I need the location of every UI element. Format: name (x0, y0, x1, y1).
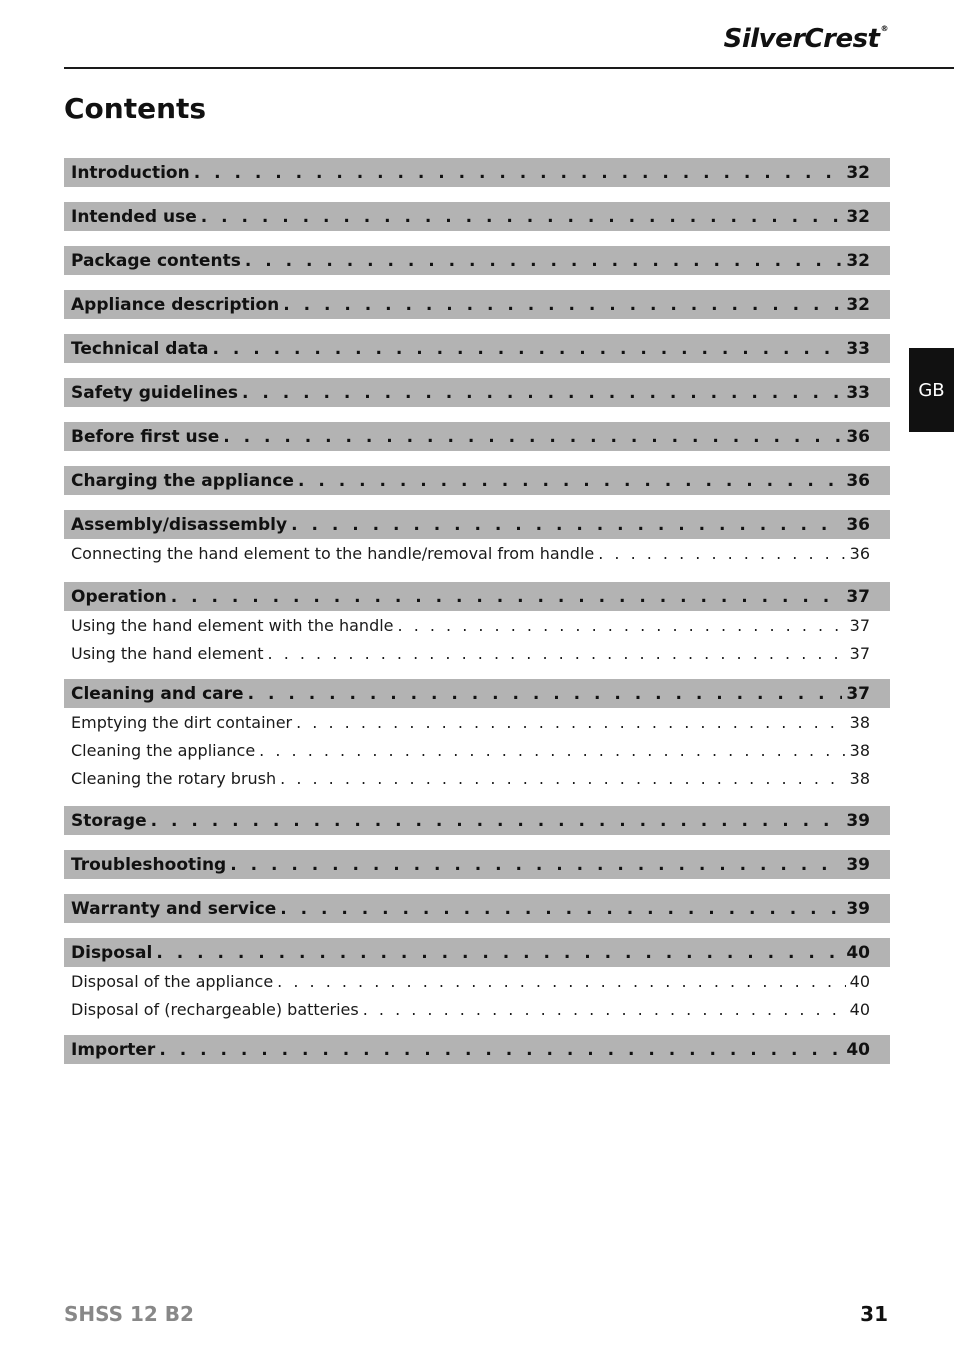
toc-section-intended-use[interactable] (64, 202, 890, 231)
toc-section-technical-data[interactable] (64, 334, 890, 363)
toc-section-operation[interactable] (64, 582, 890, 611)
toc-leader (159, 1040, 842, 1060)
toc-leader (230, 855, 842, 875)
toc-label: Troubleshooting (71, 854, 227, 875)
toc-leader (171, 587, 843, 607)
toc-page: 40 (846, 1039, 870, 1060)
toc-page: 40 (849, 971, 870, 991)
toc-leader (296, 713, 846, 732)
toc-page: 32 (846, 250, 870, 271)
toc-label: Using the hand element (71, 643, 264, 663)
page-title: Contents (64, 92, 207, 125)
toc-sub-using-hand-element[interactable] (64, 639, 890, 667)
toc-section-assembly[interactable] (64, 510, 890, 539)
toc-leader (280, 899, 842, 919)
registered-mark: ® (880, 24, 888, 33)
toc-label: Safety guidelines (71, 382, 238, 403)
toc-page: 37 (849, 643, 870, 663)
toc-leader (248, 684, 843, 704)
toc-leader (259, 741, 845, 760)
toc-page: 33 (846, 382, 870, 403)
toc-page: 32 (846, 162, 870, 183)
toc-section-safety-guidelines[interactable] (64, 378, 890, 407)
toc-label: Before first use (71, 426, 220, 447)
toc-label: Cleaning the rotary brush (71, 768, 277, 788)
toc-leader (298, 471, 842, 491)
toc-leader (223, 427, 842, 447)
brand-logo (724, 24, 888, 54)
toc-section-appliance-description[interactable] (64, 290, 890, 319)
toc-page: 40 (849, 999, 870, 1019)
toc-page: 36 (846, 470, 870, 491)
toc-leader (398, 616, 846, 635)
toc-page: 38 (849, 712, 870, 732)
toc-section-storage[interactable] (64, 806, 890, 835)
toc-sub-emptying-dirt-container[interactable] (64, 708, 890, 736)
toc-leader (291, 515, 842, 535)
toc-label: Charging the appliance (71, 470, 294, 491)
toc-section-introduction[interactable] (64, 158, 890, 187)
toc-leader (363, 1000, 846, 1019)
toc-page: 36 (846, 426, 870, 447)
toc-label: Connecting the hand element to the handle/removal from handle (71, 543, 595, 563)
toc-label: Introduction (71, 162, 190, 183)
toc-leader (598, 544, 845, 563)
toc-label: Operation (71, 586, 167, 607)
toc-page: 37 (846, 683, 870, 704)
toc-label: Cleaning and care (71, 683, 244, 704)
toc-page: 37 (846, 586, 870, 607)
toc-page: 37 (849, 615, 870, 635)
toc-label: Emptying the dirt container (71, 712, 293, 732)
toc-label: Disposal of the appliance (71, 971, 274, 991)
toc-label: Disposal (71, 942, 153, 963)
toc-section-before-first-use[interactable] (64, 422, 890, 451)
toc-leader (194, 163, 843, 183)
toc-label: Technical data (71, 338, 209, 359)
toc-page: 38 (849, 768, 870, 788)
toc-page: 39 (846, 898, 870, 919)
toc-section-charging[interactable] (64, 466, 890, 495)
toc-section-troubleshooting[interactable] (64, 850, 890, 879)
toc-section-warranty[interactable] (64, 894, 890, 923)
toc-leader (283, 295, 842, 315)
toc-leader (201, 207, 843, 227)
toc-label: Cleaning the appliance (71, 740, 256, 760)
table-of-contents (64, 158, 890, 1064)
toc-section-package-contents[interactable] (64, 246, 890, 275)
toc-sub-cleaning-rotary-brush[interactable] (64, 764, 890, 792)
toc-sub-cleaning-appliance[interactable] (64, 736, 890, 764)
toc-section-importer[interactable] (64, 1035, 890, 1064)
toc-page: 33 (846, 338, 870, 359)
toc-leader (156, 943, 842, 963)
toc-page: 32 (846, 294, 870, 315)
toc-page: 36 (846, 514, 870, 535)
toc-leader (151, 811, 843, 831)
brand-logo-text: SilverCrest (723, 24, 880, 54)
header-rule (64, 67, 954, 69)
toc-sub-connecting-hand-element[interactable] (64, 539, 890, 567)
toc-label: Package contents (71, 250, 241, 271)
toc-section-cleaning-and-care[interactable] (64, 679, 890, 708)
toc-page: 32 (846, 206, 870, 227)
toc-sub-using-with-handle[interactable] (64, 611, 890, 639)
toc-label: Importer (71, 1039, 156, 1060)
toc-leader (245, 251, 843, 271)
toc-section-disposal[interactable] (64, 938, 890, 967)
toc-label: Assembly/disassembly (71, 514, 288, 535)
toc-leader (280, 769, 845, 788)
toc-page: 40 (846, 942, 870, 963)
toc-label: Using the hand element with the handle (71, 615, 394, 635)
toc-label: Storage (71, 810, 147, 831)
footer-model: SHSS 12 B2 (64, 1302, 194, 1326)
toc-leader (268, 644, 846, 663)
toc-page: 36 (849, 543, 870, 563)
footer-page-number: 31 (860, 1302, 888, 1326)
toc-leader (213, 339, 843, 359)
toc-leader (277, 972, 845, 991)
toc-sub-disposal-appliance[interactable] (64, 967, 890, 995)
toc-label: Warranty and service (71, 898, 277, 919)
toc-label: Appliance description (71, 294, 280, 315)
toc-label: Intended use (71, 206, 197, 227)
toc-page: 39 (846, 854, 870, 875)
toc-label: Disposal of (rechargeable) batteries (71, 999, 359, 1019)
toc-sub-disposal-batteries[interactable] (64, 995, 890, 1023)
toc-page: 38 (849, 740, 870, 760)
language-tab: GB (909, 348, 954, 432)
toc-leader (242, 383, 842, 403)
toc-page: 39 (846, 810, 870, 831)
